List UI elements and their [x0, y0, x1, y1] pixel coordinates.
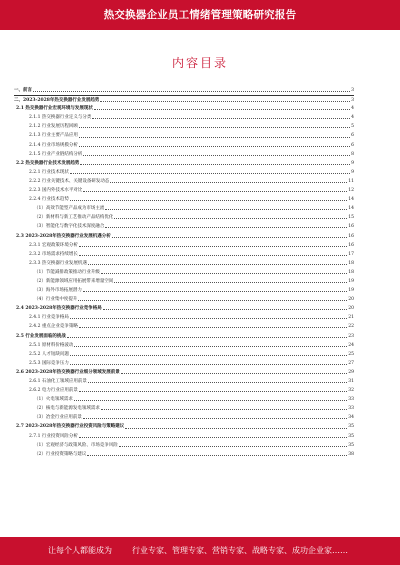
toc-item[interactable]	[14, 177, 354, 186]
toc-dot-leader	[70, 318, 347, 319]
toc-item-page: 33	[348, 397, 354, 403]
toc-item[interactable]	[14, 450, 354, 459]
toc-dot-leader	[79, 437, 347, 438]
toc-item-label: 2.2.2 行业关键技术、关键设备研发动态	[29, 178, 110, 184]
toc-item-label: 2.5.1 原材料价格波动	[29, 342, 74, 348]
toc-item-page: 18	[348, 269, 354, 275]
toc-item-label: 2.1.4 行业市场规模分析	[29, 142, 78, 148]
footer-roles: 行业专家、管理专家、营销专家、战略专家、成功企业家……	[132, 546, 348, 555]
toc-dot-leader	[83, 155, 350, 156]
toc-dot-leader	[83, 418, 347, 419]
toc-dot-leader	[67, 337, 347, 338]
toc-item-label: （2）行业投资策略与建议	[34, 451, 87, 457]
toc-item[interactable]	[14, 213, 354, 222]
toc-item-label: （2）新材料与新工艺推动产品结构优化	[34, 215, 114, 221]
toc-dot-leader	[121, 373, 347, 374]
toc-item-label: 一、前言	[14, 88, 32, 93]
toc-item-label: 2.6 2023-2028年热交换器行业细分领域发展前景	[16, 369, 120, 375]
toc-item[interactable]	[14, 268, 354, 277]
toc-item[interactable]	[14, 422, 354, 431]
toc-item-label: 2.1.1 热交换器行业定义与分类	[29, 115, 92, 121]
toc-dot-leader	[94, 109, 350, 110]
toc-dot-leader	[80, 164, 350, 165]
toc-item-page: 3	[351, 97, 354, 103]
toc-dot-leader	[83, 291, 347, 292]
toc-item[interactable]	[14, 432, 354, 441]
toc-dot-leader	[33, 91, 350, 92]
toc-dot-leader	[101, 273, 347, 274]
toc-item-label: 2.6.1 石油化工领域应用前景	[29, 379, 87, 384]
toc-dot-leader	[74, 346, 347, 347]
toc-item-page: 18	[348, 260, 354, 266]
toc-item[interactable]	[14, 277, 354, 286]
toc-item[interactable]	[14, 359, 354, 368]
toc-item[interactable]	[14, 304, 354, 313]
toc-item-label: 2.1.3 行业主要产品应用	[29, 133, 78, 139]
toc-item-label: （1）火电领域需求	[34, 397, 73, 403]
toc-item[interactable]	[14, 232, 354, 241]
toc-item-page: 35	[348, 433, 354, 439]
toc-item[interactable]	[14, 186, 354, 195]
toc-item-page: 14	[348, 206, 354, 212]
toc-item[interactable]	[14, 368, 354, 377]
toc-item-label: 2.2.3 国内外技术水平对比	[29, 188, 83, 194]
toc-dot-leader	[79, 146, 350, 147]
toc-item-page: 3	[351, 88, 354, 93]
toc-item-page: 35	[348, 442, 354, 448]
toc-item-page: 31	[348, 379, 354, 384]
toc-item-label: 2.3.3 热交换器行业发展机遇	[29, 260, 87, 266]
toc-item-page: 34	[348, 415, 354, 421]
toc-item[interactable]	[14, 104, 354, 113]
toc-item[interactable]	[14, 341, 354, 350]
footer-bar	[0, 537, 400, 565]
toc-item[interactable]	[14, 377, 354, 386]
toc-dot-leader	[70, 200, 347, 201]
toc-dot-leader	[125, 428, 347, 429]
toc-item[interactable]	[14, 204, 354, 213]
toc-item[interactable]	[14, 250, 354, 259]
table-of-contents	[14, 86, 354, 459]
toc-item-page: 38	[348, 451, 354, 457]
toc-item-label: 2.5.3 国际竞争压力	[29, 360, 69, 366]
toc-item-label: 2.1 热交换器行业宏观环境与发展现状	[16, 106, 93, 112]
toc-item-page: 5	[351, 124, 354, 130]
toc-item-page: 25	[348, 351, 354, 357]
toc-item[interactable]	[14, 313, 354, 322]
toc-item[interactable]	[14, 222, 354, 231]
toc-heading: 内容目录	[171, 56, 228, 70]
toc-dot-leader	[101, 409, 347, 410]
toc-item[interactable]	[14, 141, 354, 150]
toc-item-page: 8	[351, 151, 354, 157]
toc-item-page: 32	[348, 388, 354, 394]
toc-item-label: 2.7.1 行业投资风险分析	[29, 433, 78, 439]
toc-item-page: 6	[351, 133, 354, 139]
toc-item[interactable]	[14, 441, 354, 450]
toc-dot-leader	[70, 364, 347, 365]
toc-item-page: 24	[348, 342, 354, 348]
toc-dot-leader	[79, 137, 350, 138]
toc-item-label: （4）行业集中度提升	[34, 297, 78, 303]
toc-dot-leader	[87, 455, 347, 456]
toc-dot-leader	[79, 246, 347, 247]
toc-item-label: 2.1.2 行业发展历程回顾	[29, 124, 78, 130]
toc-item-label: 二、2023-2028年热交换器行业发展趋势	[14, 97, 100, 103]
toc-item-page: 17	[348, 251, 354, 257]
toc-item[interactable]	[14, 122, 354, 131]
toc-item[interactable]	[14, 95, 354, 104]
toc-item-label: （3）冶金行业应用前景	[34, 415, 82, 421]
toc-item-label: 2.3.1 宏观政策环境分析	[29, 242, 78, 248]
toc-item-label: 2.2 热交换器行业技术发展趋势	[16, 160, 80, 166]
toc-item-label: 2.4.2 重点企业竞争策略	[29, 324, 78, 330]
toc-item-label: 2.2.1 行业技术现状	[29, 169, 69, 175]
toc-item-label: 2.4.1 行业竞争格局	[29, 315, 69, 321]
toc-item-page: 20	[348, 297, 354, 303]
toc-item-page: 20	[348, 306, 354, 312]
toc-dot-leader	[79, 391, 347, 392]
toc-item[interactable]	[14, 395, 354, 404]
toc-dot-leader	[103, 309, 347, 310]
toc-item-page: 16	[348, 224, 354, 230]
toc-item-label: （1）节能减排政策推动行业升级	[34, 269, 100, 275]
toc-item[interactable]	[14, 159, 354, 168]
toc-item-page: 23	[348, 333, 354, 339]
toc-item[interactable]	[14, 131, 354, 140]
toc-item-label: 2.5.2 人才短缺问题	[29, 351, 69, 357]
toc-item[interactable]	[14, 150, 354, 159]
toc-dot-leader	[83, 191, 347, 192]
toc-item[interactable]	[14, 113, 354, 122]
toc-item-label: （1）宏观经济与政策风险、市场竞争风险	[34, 442, 118, 448]
toc-item-label: 2.7 2023-2028年热交换器行业投资风险与策略建议	[16, 424, 125, 430]
toc-item[interactable]	[14, 86, 354, 95]
toc-item-label: （1）高效节能型产品成为市场主流	[34, 206, 105, 212]
toc-item-page: 33	[348, 406, 354, 412]
toc-item-label: （3）海外市场拓展潜力	[34, 288, 82, 294]
toc-dot-leader	[114, 282, 347, 283]
toc-item-page: 14	[348, 197, 354, 203]
toc-dot-leader	[79, 327, 347, 328]
toc-item-page: 16	[348, 242, 354, 248]
toc-item-page: 19	[348, 278, 354, 284]
toc-item-page: 9	[351, 169, 354, 175]
toc-item-page: 19	[348, 288, 354, 294]
toc-item-label: （2）核电与新能源发电领域需求	[34, 406, 100, 412]
toc-item-page: 4	[351, 115, 354, 121]
toc-item-page: 35	[348, 424, 354, 430]
toc-item-page: 21	[348, 315, 354, 321]
toc-item-label: 2.6.2 电力行业应用前景	[29, 388, 78, 394]
toc-item-page: 9	[351, 160, 354, 166]
toc-item[interactable]	[14, 168, 354, 177]
toc-item-label: 2.3.2 市场需求持续增长	[29, 251, 78, 257]
toc-dot-leader	[78, 300, 347, 301]
toc-item-page: 16	[348, 233, 354, 239]
toc-dot-leader	[70, 173, 350, 174]
toc-item-page: 22	[348, 324, 354, 330]
toc-item[interactable]	[14, 404, 354, 413]
toc-item-label: 2.2.4 行业技术趋势	[29, 197, 69, 203]
toc-item-label: 2.3 2023-2028年热交换器行业发展机遇分析	[16, 233, 111, 239]
toc-item[interactable]	[14, 350, 354, 359]
report-title: 热交换器企业员工情绪管理策略研究报告	[103, 9, 297, 21]
toc-item-page: 15	[348, 215, 354, 221]
header-bar	[0, 0, 400, 30]
toc-dot-leader	[100, 101, 350, 102]
toc-item-page: 4	[351, 106, 354, 112]
toc-item-label: （2）新能源领域应用拓展带来增量空间	[34, 278, 114, 284]
toc-dot-leader	[88, 382, 347, 383]
toc-item-page: 6	[351, 142, 354, 148]
toc-item-page: 27	[348, 360, 354, 366]
toc-item-label: 2.1.5 行业产业链结构分析	[29, 151, 83, 157]
toc-dot-leader	[74, 400, 347, 401]
toc-item[interactable]	[14, 259, 354, 268]
toc-item[interactable]	[14, 386, 354, 395]
toc-dot-leader	[88, 264, 347, 265]
toc-item[interactable]	[14, 322, 354, 331]
toc-item[interactable]	[14, 413, 354, 422]
toc-dot-leader	[105, 209, 347, 210]
toc-item-label: 2.5 行业发展面临的挑战	[16, 333, 66, 339]
toc-item-label: 2.4 2023-2028年热交换器行业竞争格局	[16, 306, 102, 312]
toc-item[interactable]	[14, 332, 354, 341]
toc-dot-leader	[79, 127, 350, 128]
toc-dot-leader	[92, 118, 350, 119]
toc-item-page: 11	[348, 178, 354, 184]
toc-dot-leader	[79, 255, 347, 256]
toc-dot-leader	[112, 237, 347, 238]
toc-item[interactable]	[14, 295, 354, 304]
toc-dot-leader	[70, 355, 347, 356]
toc-dot-leader	[105, 227, 347, 228]
toc-item[interactable]	[14, 241, 354, 250]
toc-dot-leader	[110, 182, 347, 183]
toc-item-page: 12	[348, 188, 354, 194]
toc-dot-leader	[119, 446, 347, 447]
toc-item[interactable]	[14, 195, 354, 204]
toc-dot-leader	[114, 218, 347, 219]
toc-item-label: （3）智能化与数字化技术深度融合	[34, 224, 105, 230]
footer-slogan: 让每个人都能成为	[48, 546, 112, 555]
toc-item-page: 29	[348, 369, 354, 375]
toc-item[interactable]	[14, 286, 354, 295]
